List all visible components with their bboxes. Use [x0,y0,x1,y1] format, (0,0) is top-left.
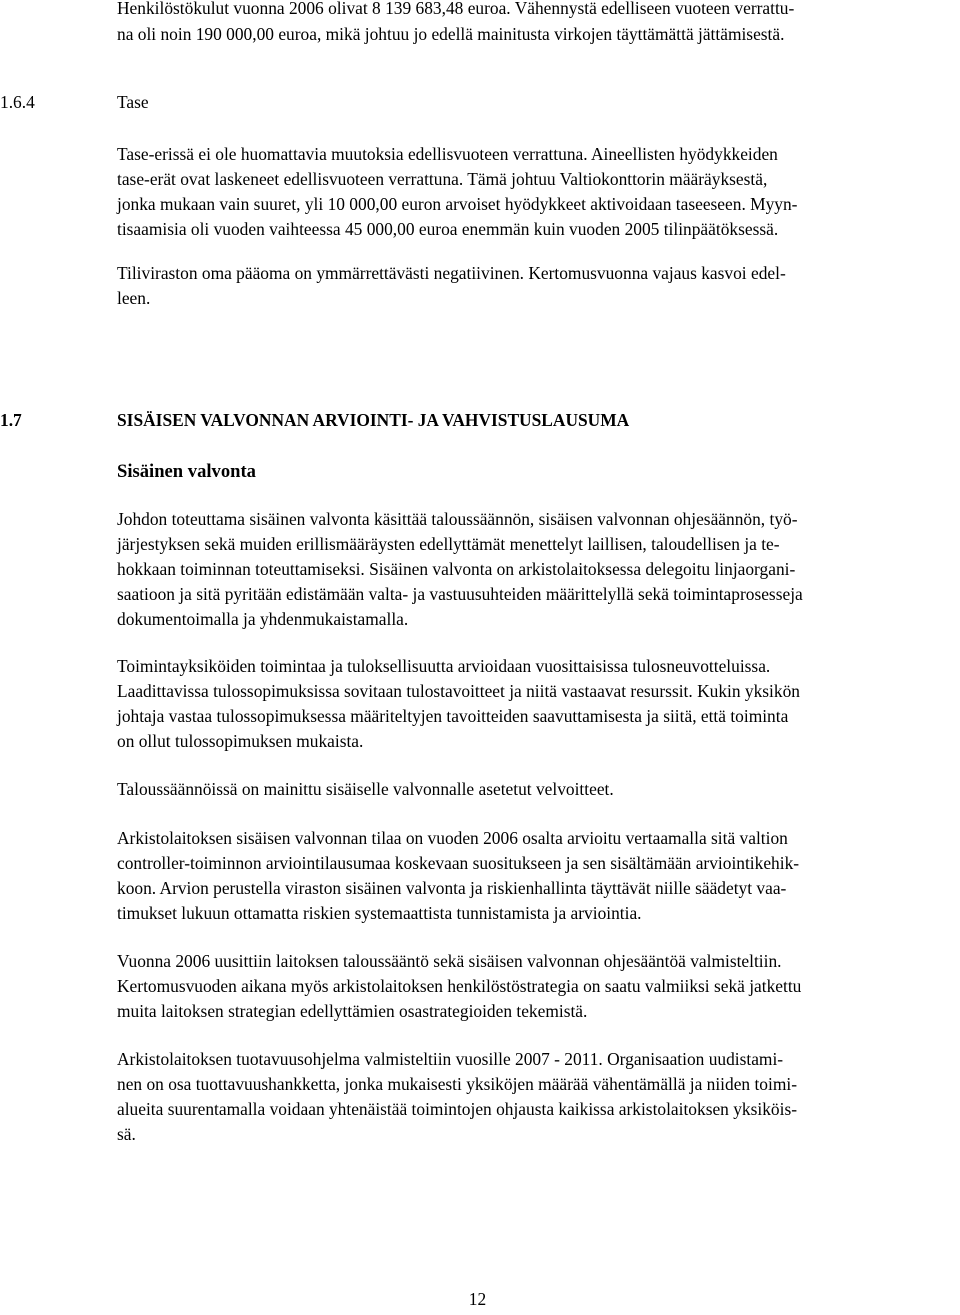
text-line: Tase-erissä ei ole huomattavia muutoksia edellisvuoteen verrattuna. Aineellisten hyödykkeiden [117,144,778,164]
paragraph-equity [117,261,960,311]
text-line: nen on osa tuottavuushankketta, jonka mukaisesti yksiköjen määrää vähentämällä ja niiden toimi- [117,1074,797,1094]
text-line: Kertomusvuoden aikana myös arkistolaitoksen henkilöstöstrategia on saatu valmiiksi sekä jatkettu [117,976,802,996]
section-heading-1-7 [0,408,960,433]
text-line: Toimintayksiköiden toimintaa ja tuloksellisuutta arvioidaan vuosittaisissa tulosneuvotteluissa. [117,656,771,676]
text-line: timukset lukuun ottamatta riskien systemaattista tunnistamista ja arviointia. [117,903,642,923]
text-line: saatioon ja sitä pyritään edistämään valta- ja vastuusuhteiden määrittelyllä sekä toimintaprosesseja [117,584,803,604]
text-line: Arkistolaitoksen tuotavuusohjelma valmisteltiin vuosille 2007 - 2011. Organisaation uudistami- [117,1049,784,1069]
text-line: hokkaan toiminnan toteuttamiseksi. Sisäinen valvonta on arkistolaitoksessa delegoitu linjaorgani- [117,559,796,579]
paragraph-personnel-costs [117,0,960,47]
section-heading-1-6-4 [0,90,960,115]
paragraph-financial-rules [117,777,960,802]
text-line: Laadittavissa tulossopimuksissa sovitaan tulostavoitteet ja niitä vastaavat resurssit. Kukin yksikön [117,681,800,701]
paragraph-rules-renewal [117,949,960,1024]
text-line: jonka mukaan vain suuret, yli 10 000,00 euron arvoiset hyödykkeet aktivoidaan taseeseen. Myyn- [117,194,798,214]
paragraph-balance-sheet [117,142,960,242]
text-line: tase-erät ovat laskeneet edellisvuoteen verrattuna. Tämä johtuu Valtiokonttorin määräyksestä, [117,169,768,189]
text-line: järjestyksen sekä muiden erillismääräysten edellyttämät menettelyt laillisen, taloudellisen ja te- [117,534,780,554]
text-line: leen. [117,288,151,308]
section-number: 1.7 [0,410,22,430]
text-line: johtaja vastaa tulossopimuksessa määriteltyjen tavoitteiden saavuttamisesta ja siitä, että toiminta [117,706,789,726]
text-line: muita laitoksen strategian edellyttämien osastrategioiden tekemistä. [117,1001,588,1021]
text-line: on ollut tulossopimuksen mukaista. [117,731,364,751]
page-number: 12 [468,1289,487,1309]
section-number: 1.6.4 [0,92,35,112]
text-line: Henkilöstökulut vuonna 2006 olivat 8 139 683,48 euroa. Vähennystä edelliseen vuoteen verrattu- [117,0,795,18]
text-line: koon. Arvion perustella viraston sisäinen valvonta ja riskienhallinta täyttävät niille säädetyt vaa- [117,878,787,898]
section-title: Tase [117,92,149,112]
text-line: na oli noin 190 000,00 euroa, mikä johtuu jo edellä mainitusta virkojen täyttämättä jättämisestä. [117,24,785,44]
text-line: dokumentoimalla ja yhdenmukaistamalla. [117,609,409,629]
subheading-internal-control [117,459,960,484]
text-line: Taloussäännöissä on mainittu sisäiselle valvonnalle asetetut velvoitteet. [117,779,614,799]
paragraph-productivity [117,1047,960,1147]
text-line: Tiliviraston oma pääoma on ymmärrettävästi negatiivinen. Kertomusvuonna vajaus kasvoi edel- [117,263,786,283]
text-line: controller-toiminnon arviointilausumaa koskevaan suositukseen ja sen sisältämään arviointikehik- [117,853,800,873]
paragraph-performance [117,654,960,754]
text-line: Vuonna 2006 uusittiin laitoksen taloussääntö sekä sisäisen valvonnan ohjesääntöä valmisteltiin. [117,951,782,971]
text-line: Johdon toteuttama sisäinen valvonta käsittää taloussäännön, sisäisen valvonnan ohjesäännön, työ- [117,509,798,529]
paragraph-assessment [117,826,960,926]
section-title: SISÄISEN VALVONNAN ARVIOINTI- JA VAHVISTUSLAUSUMA [117,410,630,430]
paragraph-internal-control [117,507,960,632]
text-line: tisaamisia oli vuoden vaihteessa 45 000,00 euroa enemmän kuin vuoden 2005 tilinpäätöksessä. [117,219,779,239]
text-line: alueita suurentamalla voidaan yhtenäistää toimintojen ohjausta kaikissa arkistolaitoksen yksiköis- [117,1099,798,1119]
text-line: sä. [117,1124,136,1144]
text-line: Arkistolaitoksen sisäisen valvonnan tilaa on vuoden 2006 osalta arvioitu vertaamalla sitä valtion [117,828,788,848]
subheading-text: Sisäinen valvonta [117,461,256,482]
